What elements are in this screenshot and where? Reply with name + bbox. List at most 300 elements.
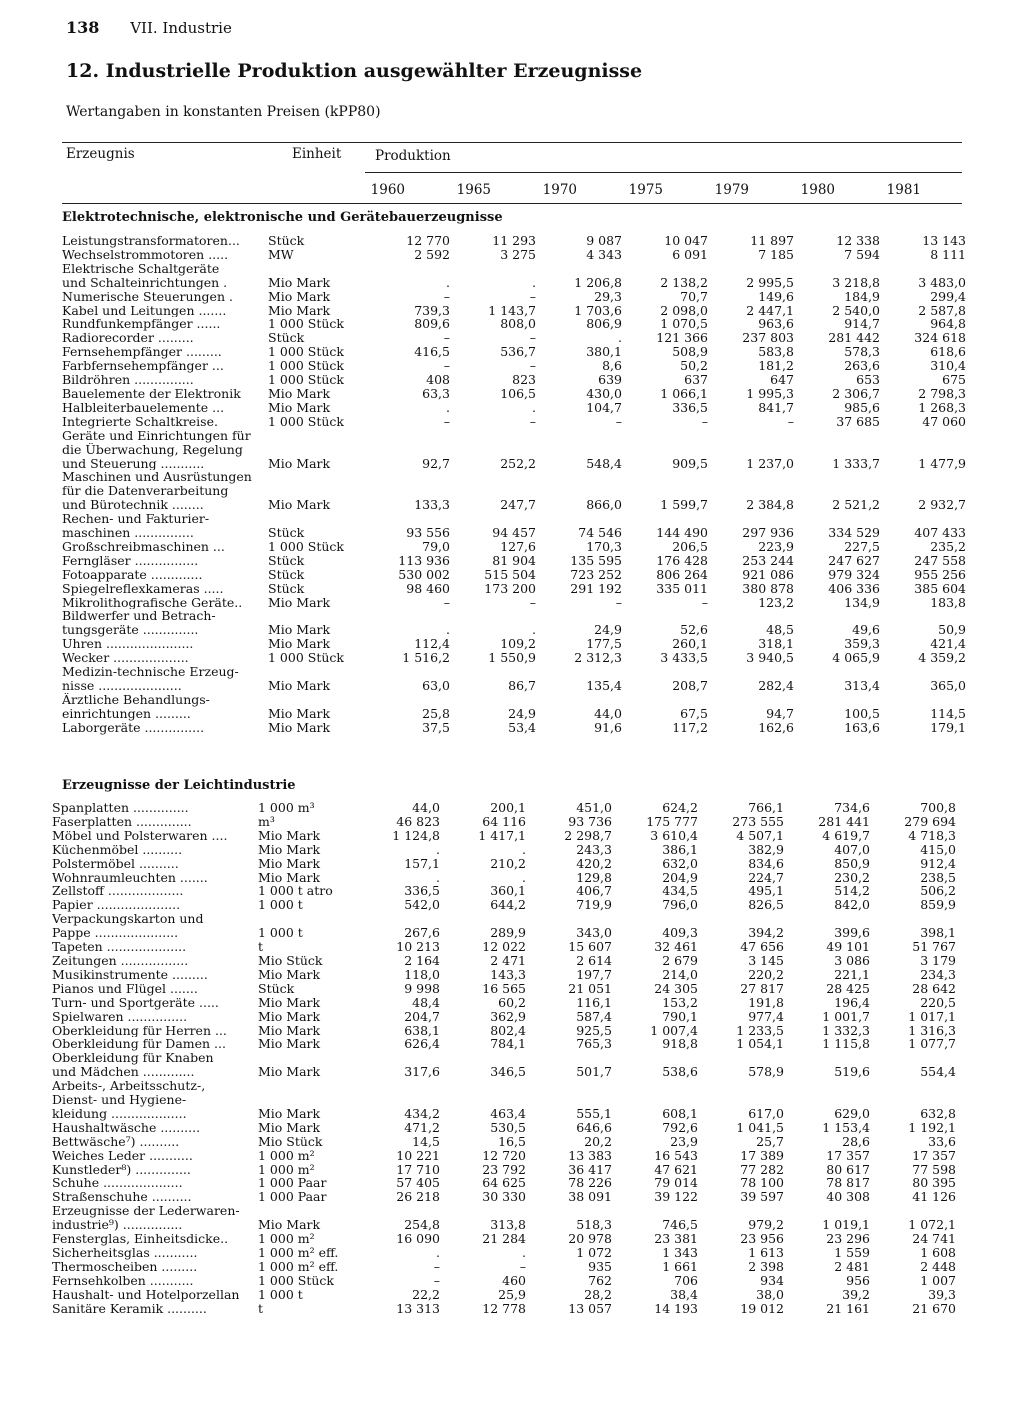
row-label: Bettwäsche⁷) .......... (52, 1134, 180, 1149)
row-label: Turn- und Sportgeräte ..... (52, 995, 219, 1010)
cell-value-1960: 57 405 (396, 1176, 440, 1191)
table-row (62, 345, 966, 359)
cell-value-1981: 1 072,1 (908, 1218, 956, 1233)
cell-value-1981: 1 316,3 (908, 1023, 956, 1038)
table-row (52, 1135, 956, 1149)
row-label: Haushalt- und Hotelporzellan (52, 1287, 240, 1302)
cell-value-1980: 629,0 (834, 1106, 870, 1121)
cell-value-1960: . (436, 842, 440, 857)
cell-value-1979: 282,4 (758, 679, 794, 693)
row-label: die Überwachung, Regelung (62, 442, 243, 457)
cell-value-1979: 17 389 (740, 1148, 784, 1163)
cell-value-1981: 1 077,7 (908, 1037, 956, 1052)
cell-value-1979: – (787, 414, 794, 429)
table-row (62, 707, 966, 721)
row-label: Elektrische Schaltgeräte (62, 261, 220, 276)
row-unit (258, 912, 354, 926)
row-unit (268, 429, 364, 443)
cell-value-1981: 964,8 (930, 317, 966, 332)
cell-value-1979: 220,2 (748, 967, 784, 982)
cell-value-1960: 22,2 (412, 1287, 440, 1302)
table-light (52, 801, 956, 1316)
row-unit: Stück (268, 581, 305, 596)
row-label: und Steuerung ........... (62, 456, 205, 471)
row-unit: Mio Mark (268, 623, 331, 638)
cell-value-1965: 16 565 (482, 981, 526, 996)
cell-value-1979: 273 555 (732, 814, 784, 829)
section-heading-light: Erzeugnisse der Leichtindustrie (62, 778, 296, 793)
row-label: Möbel und Polsterwaren .... (52, 828, 228, 843)
table-row (52, 801, 956, 815)
cell-value-1965: 1 417,1 (478, 828, 526, 843)
cell-value-1979: 826,5 (748, 898, 784, 913)
row-unit: 1 000 t (258, 898, 303, 913)
cell-value-1965: 247,7 (500, 498, 536, 513)
row-label: Mikrolithografische Geräte.. (62, 595, 243, 610)
cell-value-1981: 183,8 (930, 595, 966, 610)
cell-value-1960 (354, 1079, 440, 1093)
cell-value-1981: 279 694 (904, 814, 956, 829)
row-unit: Mio Mark (268, 637, 331, 652)
table-row (52, 1051, 956, 1065)
cell-value-1980: 514,2 (834, 884, 870, 899)
cell-value-1981: 4 718,3 (908, 828, 956, 843)
cell-value-1960: 542,0 (404, 898, 440, 913)
table-row (62, 665, 966, 679)
cell-value-1970: 24,9 (594, 623, 622, 638)
cell-value-1970: 78 226 (568, 1176, 612, 1191)
cell-value-1960: – (443, 359, 450, 374)
cell-value-1980: 163,6 (844, 720, 880, 735)
row-label: Fernsehempfänger ......... (62, 345, 222, 360)
cell-value-1980 (794, 665, 880, 679)
row-unit: 1 000 m² eff. (258, 1259, 339, 1274)
cell-value-1979: 1 041,5 (736, 1120, 784, 1135)
row-unit: 1 000 Paar (258, 1190, 327, 1205)
cell-value-1960: . (436, 870, 440, 885)
page-number: 138 (66, 18, 100, 37)
cell-value-1979: 191,8 (748, 995, 784, 1010)
cell-value-1981 (870, 1051, 956, 1065)
row-unit: 1 000 m³ (258, 801, 315, 815)
cell-value-1980: 49 101 (826, 940, 870, 954)
row-unit: Mio Mark (258, 870, 321, 885)
cell-value-1970: 8,6 (602, 359, 622, 374)
cell-value-1965: – (519, 1259, 526, 1274)
row-unit (268, 262, 364, 276)
cell-value-1980: 230,2 (834, 870, 870, 885)
cell-value-1981: 1 192,1 (908, 1120, 956, 1135)
cell-value-1980: 578,3 (844, 345, 880, 360)
cell-value-1979: 979,2 (748, 1218, 784, 1233)
cell-value-1965: 24,9 (508, 706, 536, 721)
table-row (62, 651, 966, 665)
cell-value-1979 (708, 609, 794, 623)
cell-value-1980: 221,1 (834, 967, 870, 982)
cell-value-1979: 48,5 (766, 623, 794, 638)
cell-value-1960: 254,8 (404, 1218, 440, 1233)
cell-value-1980 (784, 1051, 870, 1065)
table-row (52, 1246, 956, 1260)
cell-value-1965 (440, 1079, 526, 1093)
cell-value-1980: 359,3 (844, 637, 880, 652)
cell-value-1965: 784,1 (490, 1037, 526, 1052)
cell-value-1970: 15 607 (568, 940, 612, 954)
cell-value-1979: 3 145 (748, 953, 784, 968)
cell-value-1981 (880, 443, 966, 457)
cell-value-1970 (526, 1051, 612, 1065)
cell-value-1965 (440, 1093, 526, 1107)
table-row (62, 304, 966, 318)
cell-value-1965: 3 275 (500, 247, 536, 262)
cell-value-1980: 4 619,7 (822, 828, 870, 843)
cell-value-1975: 806 264 (656, 567, 708, 582)
cell-value-1979 (708, 512, 794, 526)
cell-value-1980: 1 115,8 (822, 1037, 870, 1052)
table-row (62, 387, 966, 401)
cell-value-1980: 12 338 (836, 234, 880, 248)
cell-value-1965: 21 284 (482, 1232, 526, 1246)
cell-value-1975 (612, 1093, 698, 1107)
cell-value-1979: 977,4 (748, 1009, 784, 1024)
cell-value-1979: 123,2 (758, 595, 794, 610)
cell-value-1960: 63,3 (422, 386, 450, 401)
cell-value-1981: 618,6 (930, 345, 966, 360)
cell-value-1960: 739,3 (414, 303, 450, 318)
table-row (62, 498, 966, 512)
cell-value-1975: 6 091 (672, 247, 708, 262)
cell-value-1981: 3 483,0 (918, 275, 966, 290)
cell-value-1980 (794, 429, 880, 443)
table-row (52, 1163, 956, 1177)
cell-value-1975: 260,1 (672, 637, 708, 652)
cell-value-1965: 530,5 (490, 1120, 526, 1135)
cell-value-1970: 587,4 (576, 1009, 612, 1024)
cell-value-1965: 30 330 (482, 1190, 526, 1205)
cell-value-1980 (794, 512, 880, 526)
cell-value-1981: 700,8 (920, 801, 956, 815)
cell-value-1979: 162,6 (758, 720, 794, 735)
cell-value-1970: 135 595 (570, 553, 622, 568)
cell-value-1960: 79,0 (422, 539, 450, 554)
cell-value-1981: 51 767 (912, 940, 956, 954)
cell-value-1965: 173 200 (484, 581, 536, 596)
row-label: Bildwerfer und Betrach- (62, 609, 216, 624)
cell-value-1960 (354, 1051, 440, 1065)
cell-value-1965: 289,9 (490, 926, 526, 941)
cell-value-1965: 53,4 (508, 720, 536, 735)
row-unit: Mio Stück (258, 953, 323, 968)
cell-value-1979: 382,9 (748, 842, 784, 857)
table-row (52, 843, 956, 857)
cell-value-1965: 252,2 (500, 456, 536, 471)
cell-value-1980: 1 333,7 (832, 456, 880, 471)
row-label: Geräte und Einrichtungen für (62, 428, 251, 443)
cell-value-1980: 40 308 (826, 1190, 870, 1205)
year-header-1975: 1975 (628, 182, 663, 198)
cell-value-1960 (364, 443, 450, 457)
cell-value-1975: 70,7 (680, 289, 708, 304)
cell-value-1960: 14,5 (412, 1134, 440, 1149)
cell-value-1980 (794, 484, 880, 498)
cell-value-1965: . (532, 400, 536, 415)
table-row (52, 1079, 956, 1093)
row-unit: Mio Mark (268, 679, 331, 693)
cell-value-1980: 3 218,8 (832, 275, 880, 290)
cell-value-1975: – (701, 595, 708, 610)
cell-value-1965: 106,5 (500, 386, 536, 401)
cell-value-1975: 38,4 (670, 1287, 698, 1302)
table-row (52, 968, 956, 982)
cell-value-1970: 719,9 (576, 898, 612, 913)
row-label: Rechen- und Fakturier- (62, 512, 210, 527)
cell-value-1979: 11 897 (750, 234, 794, 248)
cell-value-1960: 37,5 (422, 720, 450, 735)
cell-value-1960: 267,6 (404, 926, 440, 941)
cell-value-1975: 790,1 (662, 1009, 698, 1024)
cell-value-1980: 28 425 (826, 981, 870, 996)
cell-value-1965 (450, 609, 536, 623)
cell-value-1980: 1 559 (834, 1246, 870, 1260)
cell-value-1980: 734,6 (834, 801, 870, 815)
cell-value-1979: 766,1 (748, 801, 784, 815)
row-label: Tapeten .................... (52, 940, 187, 954)
cell-value-1975: 144 490 (656, 526, 708, 540)
cell-value-1980: 17 357 (826, 1148, 870, 1163)
table-row (62, 693, 966, 707)
cell-value-1981 (870, 1079, 956, 1093)
cell-value-1965: – (529, 289, 536, 304)
cell-value-1979: 27 817 (740, 981, 784, 996)
cell-value-1975: 3 433,5 (660, 651, 708, 666)
cell-value-1981 (880, 429, 966, 443)
cell-value-1960: – (433, 1273, 440, 1288)
cell-value-1960: 118,0 (404, 967, 440, 982)
cell-value-1975: 204,9 (662, 870, 698, 885)
cell-value-1965: . (532, 623, 536, 638)
cell-value-1965 (450, 443, 536, 457)
row-unit (258, 1093, 354, 1107)
cell-value-1981: 310,4 (930, 359, 966, 374)
cell-value-1970: 866,0 (586, 498, 622, 513)
cell-value-1960: – (443, 414, 450, 429)
cell-value-1970: 116,1 (576, 995, 612, 1010)
cell-value-1970: 1 206,8 (574, 275, 622, 290)
cell-value-1970: 380,1 (586, 345, 622, 360)
cell-value-1979: 647 (770, 373, 794, 387)
cell-value-1980: 842,0 (834, 898, 870, 913)
row-unit: Mio Mark (258, 1037, 321, 1052)
row-label: einrichtungen ......... (62, 706, 191, 721)
cell-value-1980: 3 086 (834, 953, 870, 968)
cell-value-1960: 44,0 (412, 801, 440, 815)
cell-value-1965 (450, 665, 536, 679)
cell-value-1970 (526, 1079, 612, 1093)
cell-value-1970: 13 057 (568, 1301, 612, 1316)
cell-value-1975: 1 070,5 (660, 317, 708, 332)
table-row (52, 982, 956, 996)
row-unit: Mio Mark (268, 706, 331, 721)
cell-value-1980 (794, 693, 880, 707)
cell-value-1979: 834,6 (748, 856, 784, 871)
table-row (52, 996, 956, 1010)
cell-value-1981: 299,4 (930, 289, 966, 304)
cell-value-1965: 143,3 (490, 967, 526, 982)
cell-value-1965: 536,7 (500, 345, 536, 360)
cell-value-1980: 956 (846, 1273, 870, 1288)
row-label: Oberkleidung für Herren ... (52, 1023, 227, 1038)
row-label: Erzeugnisse der Lederwaren- (52, 1204, 240, 1219)
cell-value-1981: 17 357 (912, 1148, 956, 1163)
cell-value-1981: 398,1 (920, 926, 956, 941)
cell-value-1979 (708, 484, 794, 498)
cell-value-1981 (880, 484, 966, 498)
row-unit: Mio Mark (268, 456, 331, 471)
row-label: Dienst- und Hygiene- (52, 1093, 187, 1107)
cell-value-1960 (354, 1204, 440, 1218)
cell-value-1979: 2 995,5 (746, 275, 794, 290)
cell-value-1965: 127,6 (500, 539, 536, 554)
cell-value-1980: 247 627 (828, 553, 880, 568)
cell-value-1981: 28 642 (912, 981, 956, 996)
cell-value-1975: 335 011 (656, 581, 708, 596)
cell-value-1960: 10 221 (396, 1148, 440, 1163)
cell-value-1980: 80 617 (826, 1162, 870, 1177)
cell-value-1970: 2 614 (576, 953, 612, 968)
cell-value-1980: 134,9 (844, 595, 880, 610)
cell-value-1965: . (522, 870, 526, 885)
cell-value-1970: 2 312,3 (574, 651, 622, 666)
row-label: Straßenschuhe .......... (52, 1190, 192, 1205)
cell-value-1980: 4 065,9 (832, 651, 880, 666)
row-unit: Mio Stück (258, 1134, 323, 1149)
cell-value-1970 (536, 429, 622, 443)
row-label: Haushaltwäsche .......... (52, 1120, 201, 1135)
cell-value-1965: 64 116 (482, 814, 526, 829)
cell-value-1980: 281 442 (828, 331, 880, 346)
row-unit: MW (268, 247, 294, 262)
cell-value-1975: 2 138,2 (660, 275, 708, 290)
row-label: Rundfunkempfänger ...... (62, 317, 221, 332)
cell-value-1975: 796,0 (662, 898, 698, 913)
row-unit: 1 000 m² (258, 1232, 315, 1246)
row-label: Halbleiterbauelemente ... (62, 400, 225, 415)
cell-value-1979: 224,7 (748, 870, 784, 885)
row-unit (268, 665, 364, 679)
cell-value-1975: 23,9 (670, 1134, 698, 1149)
cell-value-1960: 530 002 (398, 567, 450, 582)
cell-value-1970: 451,0 (576, 801, 612, 815)
cell-value-1979: 237 803 (742, 331, 794, 346)
table-row (62, 317, 966, 331)
cell-value-1960: 46 823 (396, 814, 440, 829)
cell-value-1965: 362,9 (490, 1009, 526, 1024)
cell-value-1979 (708, 443, 794, 457)
cell-value-1975: 24 305 (654, 981, 698, 996)
table-row (52, 1274, 956, 1288)
cell-value-1970: 639 (598, 373, 622, 387)
cell-value-1979: 934 (760, 1273, 784, 1288)
row-unit: 1 000 Stück (268, 539, 344, 554)
cell-value-1980: 914,7 (844, 317, 880, 332)
cell-value-1965: 81 904 (492, 553, 536, 568)
row-label: Laborgeräte ............... (62, 720, 205, 735)
table-row (62, 429, 966, 443)
row-label: Musikinstrumente ......... (52, 967, 208, 982)
cell-value-1970: 36 417 (568, 1162, 612, 1177)
cell-value-1981: 2 587,8 (918, 303, 966, 318)
cell-value-1965 (450, 262, 536, 276)
row-label: Ferngläser ................ (62, 553, 199, 568)
cell-value-1975: 508,9 (672, 345, 708, 360)
cell-value-1975: 153,2 (662, 995, 698, 1010)
row-label: und Mädchen ............. (52, 1065, 195, 1080)
cell-value-1979: 47 656 (740, 940, 784, 954)
cell-value-1975: 792,6 (662, 1120, 698, 1135)
cell-value-1980: 196,4 (834, 995, 870, 1010)
row-unit: 1 000 m² (258, 1162, 315, 1177)
table-row (52, 1232, 956, 1246)
cell-value-1960: 416,5 (414, 345, 450, 360)
cell-value-1970: 925,5 (576, 1023, 612, 1038)
cell-value-1981: 234,3 (920, 967, 956, 982)
cell-value-1970: 518,3 (576, 1218, 612, 1233)
cell-value-1979: 2 447,1 (746, 303, 794, 318)
cell-value-1979: 19 012 (740, 1301, 784, 1316)
cell-value-1965: – (529, 595, 536, 610)
cell-value-1981: 407 433 (914, 526, 966, 540)
cell-value-1960: 638,1 (404, 1023, 440, 1038)
cell-value-1981: 385 604 (914, 581, 966, 596)
row-label: Kabel und Leitungen ....... (62, 303, 227, 318)
table-row (62, 512, 966, 526)
cell-value-1979: 38,0 (756, 1287, 784, 1302)
table-row (52, 1302, 956, 1316)
cell-value-1970: 20 978 (568, 1232, 612, 1246)
row-unit: 1 000 Stück (268, 373, 344, 387)
cell-value-1970: 291 192 (570, 581, 622, 596)
cell-value-1965: – (529, 359, 536, 374)
cell-value-1970 (536, 665, 622, 679)
cell-value-1981: 4 359,2 (918, 651, 966, 666)
cell-value-1979: 78 100 (740, 1176, 784, 1191)
row-label: Bildröhren ............... (62, 373, 194, 387)
cell-value-1965: 515 504 (484, 567, 536, 582)
cell-value-1975 (622, 512, 708, 526)
cell-value-1960: 16 090 (396, 1232, 440, 1246)
cell-value-1975: 208,7 (672, 679, 708, 693)
cell-value-1970: 555,1 (576, 1106, 612, 1121)
cell-value-1960: 204,7 (404, 1009, 440, 1024)
table-row (62, 234, 966, 248)
cell-value-1980: 1 019,1 (822, 1218, 870, 1233)
cell-value-1979: 617,0 (748, 1106, 784, 1121)
cell-value-1979: 495,1 (748, 884, 784, 899)
row-label: tungsgeräte .............. (62, 623, 199, 638)
cell-value-1979 (698, 1079, 784, 1093)
cell-value-1970: 93 736 (568, 814, 612, 829)
row-unit: Mio Mark (258, 1120, 321, 1135)
cell-value-1979 (698, 1051, 784, 1065)
cell-value-1970: 91,6 (594, 720, 622, 735)
cell-value-1979: 253 244 (742, 553, 794, 568)
cell-value-1960: 9 998 (404, 981, 440, 996)
row-unit: Mio Mark (268, 386, 331, 401)
row-label: Verpackungskarton und (52, 912, 204, 927)
row-unit: Mio Mark (268, 400, 331, 415)
cell-value-1960: – (443, 331, 450, 346)
cell-value-1980 (784, 912, 870, 926)
